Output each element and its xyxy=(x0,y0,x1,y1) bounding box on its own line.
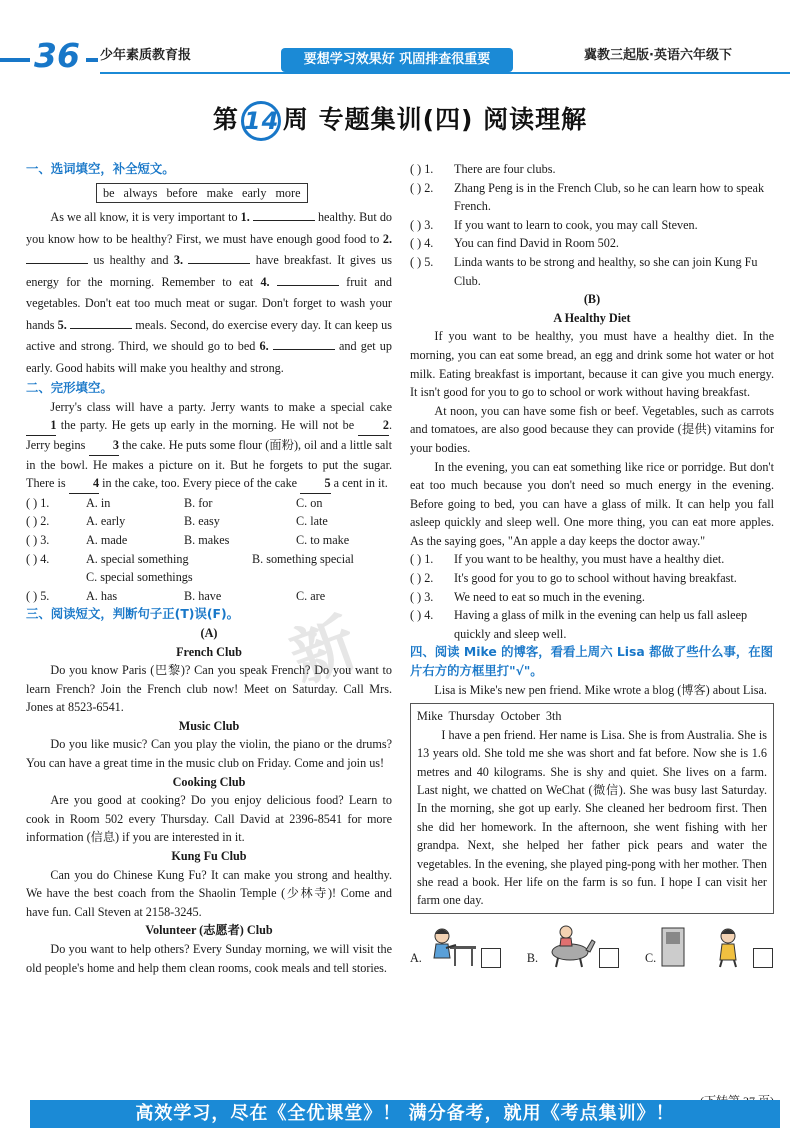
question-number: ( ) 2. xyxy=(410,180,434,195)
answer-checkbox[interactable] xyxy=(753,948,773,968)
question-number: ( ) 5. xyxy=(26,588,50,603)
cloze-question[interactable] xyxy=(26,550,392,569)
question-text: If you want to be healthy, you must have a healthy diet. xyxy=(454,552,725,567)
diet-paragraph: If you want to be healthy, you must have a healthy diet. In the morning, you can eat some bread, an egg and drink some hot water or hot milk. Eating breakfast is important, because it can give you much energy. It isn't good for you to go to school or work without having breakfast. xyxy=(410,329,774,400)
header-rule-left xyxy=(0,58,30,62)
section-1-passage xyxy=(26,207,392,379)
girl-horse-icon xyxy=(542,924,596,968)
answer-blank[interactable] xyxy=(273,336,335,350)
blank-number: 5. xyxy=(57,317,67,332)
club-text: Do you like music? Can you play the violin, the piano or the drums? You can have a great time in the music club on Friday. Come and join us! xyxy=(26,737,392,771)
question-text: Linda wants to be strong and healthy, so she can join Kung Fu Club. xyxy=(454,254,758,288)
option-b: B. have xyxy=(184,588,222,603)
question-number: ( ) 5. xyxy=(410,254,434,269)
question-number: ( ) 3. xyxy=(410,589,434,604)
question-text: If you want to learn to cook, you may call Steven. xyxy=(454,217,698,232)
question-number: ( ) 4. xyxy=(410,608,434,623)
edition-label: 冀教三起版·英语六年级下 xyxy=(584,48,732,63)
section-4-heading: 四、阅读 Mike 的博客，看看上周六 Lisa 都做了些什么事，在图片右方的方框里打"√"。 xyxy=(410,644,774,679)
passage-text: in the cake, too. Every piece of the cake xyxy=(99,476,301,491)
part-b-title: A Healthy Diet xyxy=(553,310,631,325)
club-text: Do you want to help others? Every Sunday morning, we will visit the old people's home and help them clean rooms, cook meals and tell stories. xyxy=(26,942,392,975)
option-c: C. on xyxy=(296,495,323,510)
club-title: Kung Fu Club xyxy=(171,849,247,864)
newspaper-name: 少年素质教育报 xyxy=(100,48,192,63)
cloze-question[interactable] xyxy=(26,512,392,531)
section-4-intro: Lisa is Mike's new pen friend. Mike wrote a blog (博客) about Lisa. xyxy=(434,682,767,697)
choice-label: C. xyxy=(645,951,657,966)
tf-question[interactable] xyxy=(410,569,774,588)
cloze-blank: 4 xyxy=(69,474,99,494)
passage-text: fruit and vegetables. Don't eat too much meat or sugar. Don't forget to wash your hands xyxy=(26,274,392,332)
question-number: ( ) 2. xyxy=(26,514,50,529)
option-b: B. makes xyxy=(184,532,230,547)
passage-text: Jerry's class will have a party. Jerry wants to make a special cake xyxy=(50,399,392,414)
answer-blank[interactable] xyxy=(188,250,250,264)
picture-choice-c xyxy=(645,924,773,968)
page-title xyxy=(0,100,800,141)
question-number: ( ) 2. xyxy=(410,571,434,586)
club-text: Do you know Paris (巴黎)? Can you speak French? Do you want to learn French? Join the French club now! Meet on Saturday. Call Mrs. Jones at 8523-6541. xyxy=(26,663,392,715)
option-c: C. special somethings xyxy=(86,570,193,585)
passage-text: us healthy and xyxy=(88,253,174,268)
diet-paragraph: At noon, you can have some fish or beef. Vegetables, such as carrots and tomatoes, are also good because they can provide (提供) vitamins for your bodies. xyxy=(410,403,774,455)
question-number: ( ) 3. xyxy=(26,532,50,547)
section-1-heading: 一、选词填空，补全短文。 xyxy=(26,161,175,176)
passage-text: . Jerry begins xyxy=(26,418,392,452)
part-b-label: (B) xyxy=(583,292,601,307)
choice-label: B. xyxy=(526,951,539,966)
blog-box xyxy=(410,703,774,914)
cloze-blank: 3 xyxy=(89,436,119,456)
question-number: ( ) 4. xyxy=(26,551,50,566)
cloze-blank: 2 xyxy=(358,416,388,436)
cloze-question[interactable] xyxy=(26,531,392,550)
passage-text: the cake. He puts some flour (面粉), oil and a little salt in the bowl. He makes a picture on it. But he forgets to put the sugar. There is xyxy=(26,437,392,491)
option-a: A. has xyxy=(86,588,118,603)
tf-question[interactable] xyxy=(410,216,774,235)
word-bank: be always before make early more xyxy=(96,183,308,204)
section-2-passage xyxy=(26,398,392,494)
option-a: A. early xyxy=(86,514,126,529)
answer-checkbox[interactable] xyxy=(481,948,501,968)
page-number: 36 xyxy=(34,36,80,75)
option-a: A. in xyxy=(86,495,111,510)
answer-blank[interactable] xyxy=(70,315,132,329)
question-number: ( ) 1. xyxy=(410,162,434,176)
option-c: C. are xyxy=(296,588,326,603)
question-text: Zhang Peng is in the French Club, so he can learn how to speak French. xyxy=(454,180,765,214)
left-column xyxy=(26,160,392,977)
option-c: C. to make xyxy=(296,532,350,547)
girl-homework-icon xyxy=(426,924,478,968)
picture-choice-b xyxy=(527,924,619,968)
club-title: Music Club xyxy=(178,718,240,733)
club-title: Volunteer (志愿者) Club xyxy=(145,923,273,938)
girl-tv-icon xyxy=(660,924,750,968)
page-header xyxy=(0,0,800,82)
question-number: ( ) 1. xyxy=(410,552,434,567)
question-text: It's good for you to go to school without having breakfast. xyxy=(454,571,737,586)
tf-question[interactable] xyxy=(410,179,774,216)
blank-number: 2. xyxy=(382,231,392,246)
tf-question[interactable] xyxy=(410,234,774,253)
question-text: Having a glass of milk in the evening can help us fall asleep quickly and sleep well. xyxy=(454,608,748,641)
section-2-heading: 二、完形填空。 xyxy=(26,380,113,396)
cloze-option-row xyxy=(26,568,392,587)
answer-blank[interactable] xyxy=(277,272,339,286)
blog-text: I have a pen friend. Her name is Lisa. She is from Australia. She is 13 years old. She told me she was short and fat before. Now she is 1.6 metres and 40 kilograms. She is shy and quiet. She lives on a farm. Last night, we chatted on WeChat (微信). She was busy last Saturday. In the morning, she got up early. She cleaned her bedroom first. Then she did her homework. In the afternoon, she went fishing with her grandpa. Next, she helped her father pick pears and water the vegetables. In the evening, she played ping-pong with her mother. Then she read a book. Her life on the farm is so fun. I hope I can visit her farm one day. xyxy=(417,727,767,908)
header-rule xyxy=(100,72,790,74)
watermark: 新 xyxy=(281,605,367,698)
answer-checkbox[interactable] xyxy=(599,948,619,968)
footer-banner: 高效学习，尽在《全优课堂》！ 满分备考，就用《考点集训》！ xyxy=(30,1100,780,1128)
week-number-badge: 14 xyxy=(241,101,281,141)
blog-header: Mike Thursday October 3th xyxy=(417,709,562,724)
question-number: ( ) 1. xyxy=(26,495,50,510)
question-text: You can find David in Room 502. xyxy=(454,236,619,251)
option-a: A. made xyxy=(86,532,128,547)
title-suffix: 周 专题集训(四) 阅读理解 xyxy=(282,105,588,134)
cloze-question[interactable] xyxy=(26,587,392,606)
tf-question[interactable] xyxy=(410,606,774,643)
right-column xyxy=(410,160,774,968)
passage-text: meals. Second, do exercise every day. It can keep us active and strong. Third, we should go to bed xyxy=(26,317,392,354)
blank-number: 1. xyxy=(240,210,250,225)
title-prefix: 第 xyxy=(212,105,239,134)
club-text: Are you good at cooking? Do you enjoy delicious food? Learn to cook in Room 502 every Thursday. Call David at 2396-8541 for more information (信息) if you are interested in it. xyxy=(26,793,392,845)
answer-blank[interactable] xyxy=(26,250,88,264)
club-title: Cooking Club xyxy=(172,774,246,789)
cloze-blank: 5 xyxy=(300,474,330,494)
cloze-question[interactable] xyxy=(26,494,392,513)
option-b: B. for xyxy=(184,495,213,510)
passage-text: a cent in it. xyxy=(330,476,388,491)
slogan-banner: 要想学习效果好 巩固排查很重要 xyxy=(281,48,513,72)
passage-text: and get up early. Good habits will make you healthy and strong. xyxy=(26,339,392,375)
blank-number: 3. xyxy=(173,253,183,268)
part-a-label: (A) xyxy=(200,625,218,640)
option-a: A. special something xyxy=(86,551,189,566)
option-b: B. something special xyxy=(252,551,354,566)
question-number: ( ) 4. xyxy=(410,236,434,251)
blank-number: 6. xyxy=(259,339,269,354)
cloze-blank: 1 xyxy=(26,416,56,436)
question-number: ( ) 3. xyxy=(410,217,434,232)
passage-text: healthy. But do you know how to be healthy? First, we must have enough good food to xyxy=(26,210,393,246)
header-rule-mid xyxy=(86,58,98,62)
diet-paragraph: In the evening, you can eat something like rice or porridge. But don't eat too much because you don't need so much energy in the evening. Before going to bed, you can have a glass of milk. It can help you fall asleep quickly and sleep well. One more thing, you can eat more apples. As the saying goes, "An apple a day keeps the doctor away." xyxy=(410,459,774,548)
tf-question[interactable] xyxy=(410,550,774,569)
club-text: Can you do Chinese Kung Fu? It can make you strong and healthy. We have the best coach from the Shaolin Temple (少林寺)! Come and have fun. Call Steven at 2158-3245. xyxy=(26,867,392,919)
option-c: C. late xyxy=(296,514,328,529)
answer-blank[interactable] xyxy=(253,207,315,221)
passage-text: have breakfast. It gives us energy for the morning. Remember to eat xyxy=(26,253,393,289)
picture-choice-a xyxy=(410,924,501,968)
picture-choices xyxy=(410,924,774,968)
passage-text: As we all know, it is very important to xyxy=(50,210,241,225)
option-b: B. easy xyxy=(184,514,220,529)
tf-question[interactable] xyxy=(410,253,774,290)
passage-text: the party. He gets up early in the morning. He will not be xyxy=(56,418,359,433)
choice-label: A. xyxy=(410,951,422,966)
section-3-heading: 三、阅读短文，判断句子正(T)误(F)。 xyxy=(26,606,240,622)
tf-question[interactable] xyxy=(410,160,774,179)
club-title: French Club xyxy=(176,644,242,659)
question-text: There are four clubs. xyxy=(454,162,556,176)
question-text: We need to eat so much in the evening. xyxy=(454,589,645,604)
tf-question[interactable] xyxy=(410,588,774,607)
blank-number: 4. xyxy=(260,274,270,289)
